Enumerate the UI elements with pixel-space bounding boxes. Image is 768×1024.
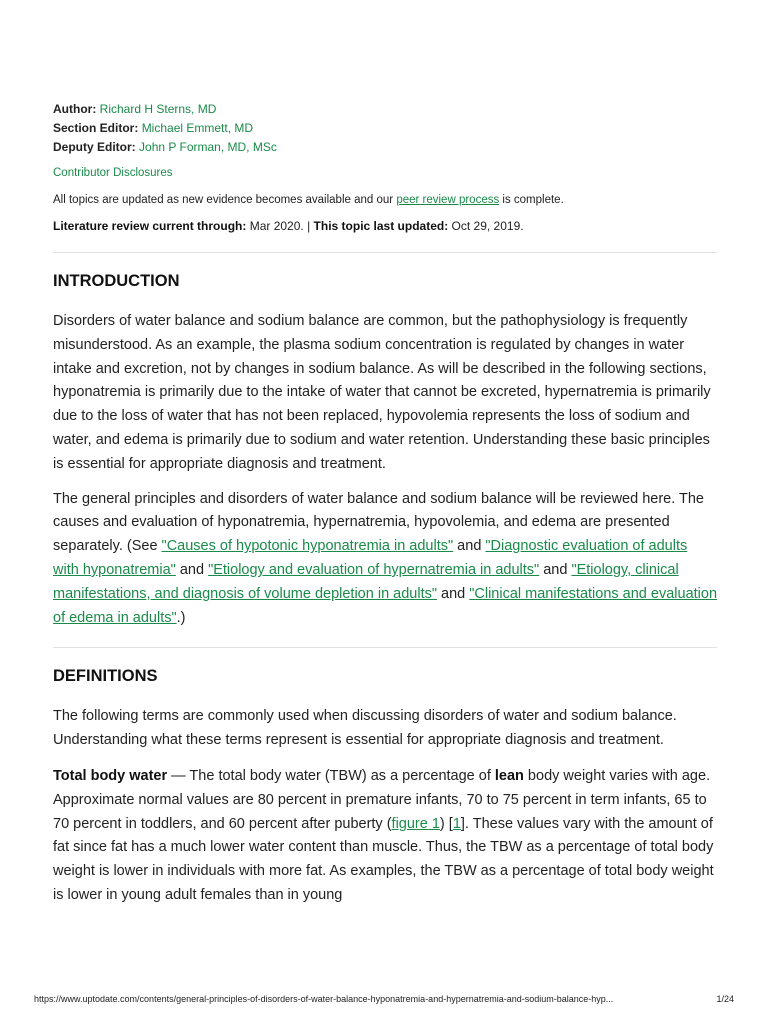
definitions-heading: DEFINITIONS [53,667,158,686]
section-editor-line [53,119,717,138]
last-updated-label: This topic last updated: [313,219,449,233]
update-text-2: is complete. [499,194,564,206]
page-number: 1/24 [716,994,734,1004]
deputy-editor-link[interactable]: John P Forman, MD, MSc [139,140,277,154]
definitions-paragraph-1: The following terms are commonly used when discussing disorders of water and sodium balance. Understanding what these terms represent is essential for appropriate diagnosis and treatment. [53,708,677,749]
link-diagnostic-evaluation-hyponatremia[interactable]: "Diagnostic evaluation of adults with hyponatremia" [53,538,688,578]
para-text: body weight varies with age. Approximate normal values are 80 percent in premature infants, 70 to 75 percent in term infants, 65 to 70 percent in toddlers, and 60 percent after puberty ( [53,767,711,832]
section-divider [53,647,717,648]
last-updated-value: Oct 29, 2019. [448,219,524,233]
section-editor-label: Section Editor: [53,121,139,135]
para-text: and [437,585,470,602]
total-body-water-paragraph [53,765,717,908]
lean-term: lean [494,767,524,784]
link-etiology-hypernatremia[interactable]: "Etiology and evaluation of hypernatremia in adults" [208,561,540,578]
section-divider [53,252,717,253]
deputy-editor-label: Deputy Editor: [53,140,136,154]
para-text: .) [176,609,186,626]
section-editor-link[interactable]: Michael Emmett, MD [141,121,254,135]
para-text: ) [ [439,815,453,832]
lit-review-value: Mar 2020. | [246,219,314,233]
introduction-heading: INTRODUCTION [53,272,180,290]
contributor-disclosures-link[interactable]: Contributor Disclosures [53,167,173,179]
deputy-editor-line [53,138,717,157]
update-text-1: All topics are updated as new evidence becomes available and our [53,194,397,206]
introduction-paragraph-1: Disorders of water balance and sodium balance are common, but the pathophysiology is frequently misunderstood. As an example, the plasma sodium concentration is regulated by changes in water intake and excretion, not by changes in sodium balance. As will be described in the following sections, hyponatremia is primarily due to the intake of water that cannot be excreted, hypernatremia is primarily due to the loss of water that has not been replaced, hypovolemia represents the loss of sodium and water, and edema is primarily due to sodium and water retention. Understanding these basic principles is essential for appropriate diagnosis and treatment. [53,313,711,472]
link-edema[interactable]: "Clinical manifestations and evaluation of edema in adults" [53,585,718,626]
link-volume-depletion[interactable]: "Etiology, clinical manifestations, and diagnosis of volume depletion in adults" [53,561,679,602]
author-label: Author: [53,102,97,116]
lit-review-label: Literature review current through: [53,219,247,233]
para-text: The general principles and disorders of water balance and sodium balance will be reviewed here. The causes and evaluation of hyponatremia, hypernatremia, hypovolemia, and edema are presented separately. (See [53,490,704,555]
update-notice [53,192,717,208]
para-text: and [453,538,486,555]
para-text: — The total body water (TBW) as a percentage of [167,767,495,784]
author-line [53,100,717,119]
reference-1-link[interactable]: 1 [452,815,461,832]
print-url: https://www.uptodate.com/contents/general-principles-of-disorders-of-water-balance-hyponatremia-and-hypernatremia-and-sodium-balance-hyp... [34,994,614,1004]
tbw-term: Total body water [53,767,168,784]
para-text: and [175,561,209,578]
peer-review-link[interactable]: peer review process [396,194,500,206]
article-content [53,100,717,908]
para-text: ]. These values vary with the amount of fat since fat has a much lower water content than muscle. Thus, the TBW as a percentage of total body weight is lower in individuals with more fat. As examples, the TBW as a percentage of total body weight is lower in young adult females than in young [53,815,714,903]
introduction-paragraph-2 [53,488,717,631]
para-text: and [539,561,572,578]
literature-review-line [53,218,717,235]
link-causes-hyponatremia[interactable]: "Causes of hypotonic hyponatremia in adults" [161,538,454,555]
figure-1-link[interactable]: figure 1 [391,815,440,832]
author-link[interactable]: Richard H Sterns, MD [99,102,217,116]
